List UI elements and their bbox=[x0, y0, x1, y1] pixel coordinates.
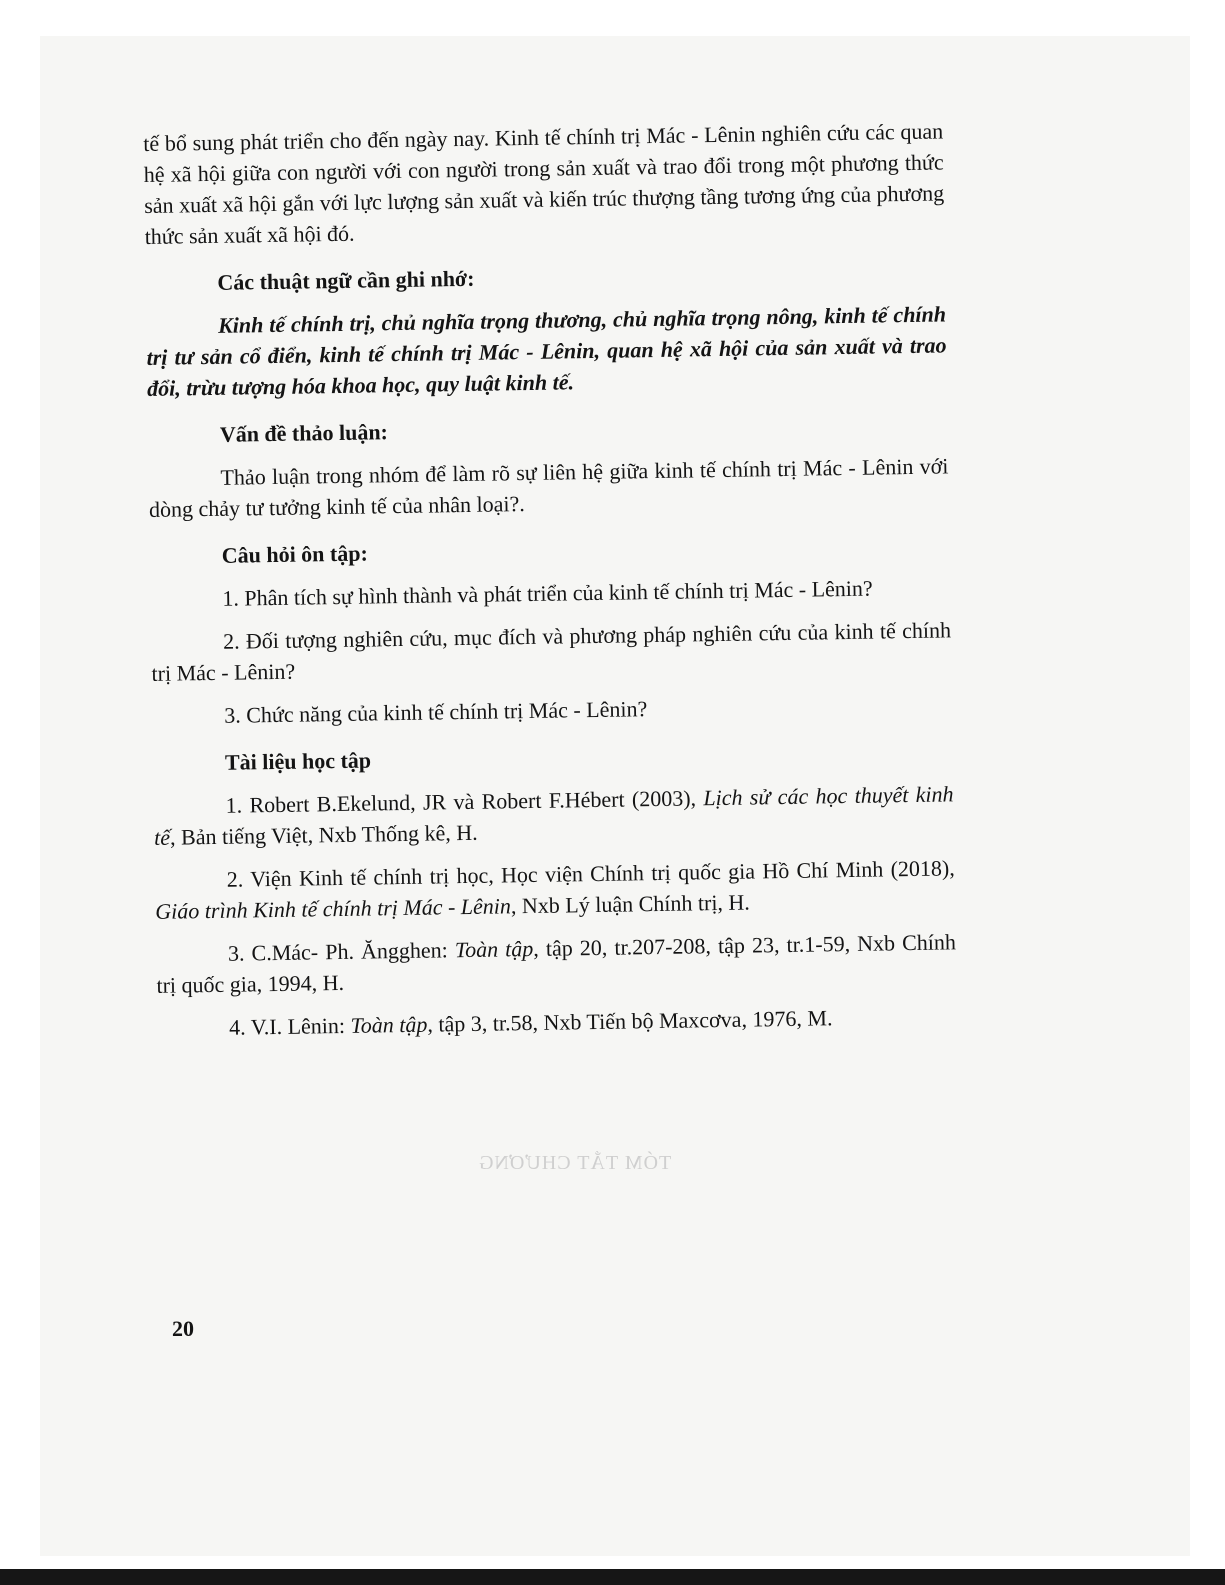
terms-text: Kinh tế chính trị, chủ nghĩa trọng thương, chủ nghĩa trọng nông, kinh tế chính trị tư sản cổ điển, kinh tế chính trị Mác - Lênin, quan hệ xã hội của sản xuất và trao đổi, trừu tượng hóa khoa học, quy luật kinh tế. bbox=[146, 301, 947, 401]
reference-prefix: 3. C.Mác- Ph. Ăngghen: bbox=[227, 937, 456, 966]
discussion-heading: Vấn đề thảo luận: bbox=[219, 419, 389, 447]
review-question: 3. Chức năng của kinh tế chính trị Mác - Lênin? bbox=[224, 696, 648, 728]
intro-paragraph: tế bổ sung phát triển cho đến ngày nay. Kinh tế chính trị Mác - Lênin nghiên cứu các quan hệ xã hội giữa con người với con người trong sản xuất và trao đổi trong một phương thức sản xuất xã hội gắn với lực lượng sản xuất và kiến trúc thượng tầng tương ứng của phương thức sản xuất xã hội đó. bbox=[143, 118, 945, 249]
reference-title: Lịch sử các học thuyết kinh tế bbox=[153, 781, 954, 850]
reference-item bbox=[153, 778, 954, 853]
review-question: 2. Đối tượng nghiên cứu, mục đích và phương pháp nghiên cứu của kinh tế chính trị Mác - Lênin? bbox=[151, 617, 952, 686]
reference-title: Giáo trình Kinh tế chính trị Mác - Lênin bbox=[155, 893, 512, 924]
show-through-heading: TÓM TẮT CHƯƠNG bbox=[478, 1152, 672, 1174]
reference-title: Toàn tập bbox=[454, 935, 534, 963]
reference-prefix: 4. V.I. Lênin: bbox=[228, 1012, 351, 1040]
references-heading: Tài liệu học tập bbox=[224, 747, 372, 775]
discussion-text: Thảo luận trong nhóm để làm rõ sự liên hệ giữa kinh tế chính trị Mác - Lênin với dòng chảy tư tưởng kinh tế của nhân loại?. bbox=[148, 453, 949, 522]
reference-prefix: 1. Robert B.Ekelund, JR và Robert F.Hébert (2003), bbox=[225, 785, 704, 818]
review-heading: Câu hỏi ôn tập: bbox=[221, 540, 368, 568]
terms-heading: Các thuật ngữ cần ghi nhớ: bbox=[217, 265, 475, 295]
reference-suffix: , tập 20, tr.207-208, tập 23, tr.1-59, Nxb Chính trị quốc gia, 1994, H. bbox=[156, 929, 957, 998]
reference-suffix: , Bản tiếng Việt, Nxb Thống kê, H. bbox=[169, 819, 478, 850]
page-body bbox=[143, 115, 957, 1043]
reference-title: Toàn tập bbox=[350, 1011, 428, 1038]
review-question: 1. Phân tích sự hình thành và phát triển của kinh tế chính trị Mác - Lênin? bbox=[222, 575, 873, 611]
reference-prefix: 2. Viện Kinh tế chính trị học, Học viện Chính trị quốc gia Hồ Chí Minh (2018), bbox=[226, 855, 955, 892]
reference-suffix: , Nxb Lý luận Chính trị, H. bbox=[510, 889, 751, 919]
page-number: 20 bbox=[172, 1316, 194, 1341]
reference-suffix: , tập 3, tr.58, Nxb Tiến bộ Maxcơva, 1976, M. bbox=[427, 1005, 833, 1037]
reference-item bbox=[156, 926, 957, 1001]
scan-bottom-edge bbox=[0, 1569, 1225, 1585]
reference-item bbox=[155, 852, 956, 927]
